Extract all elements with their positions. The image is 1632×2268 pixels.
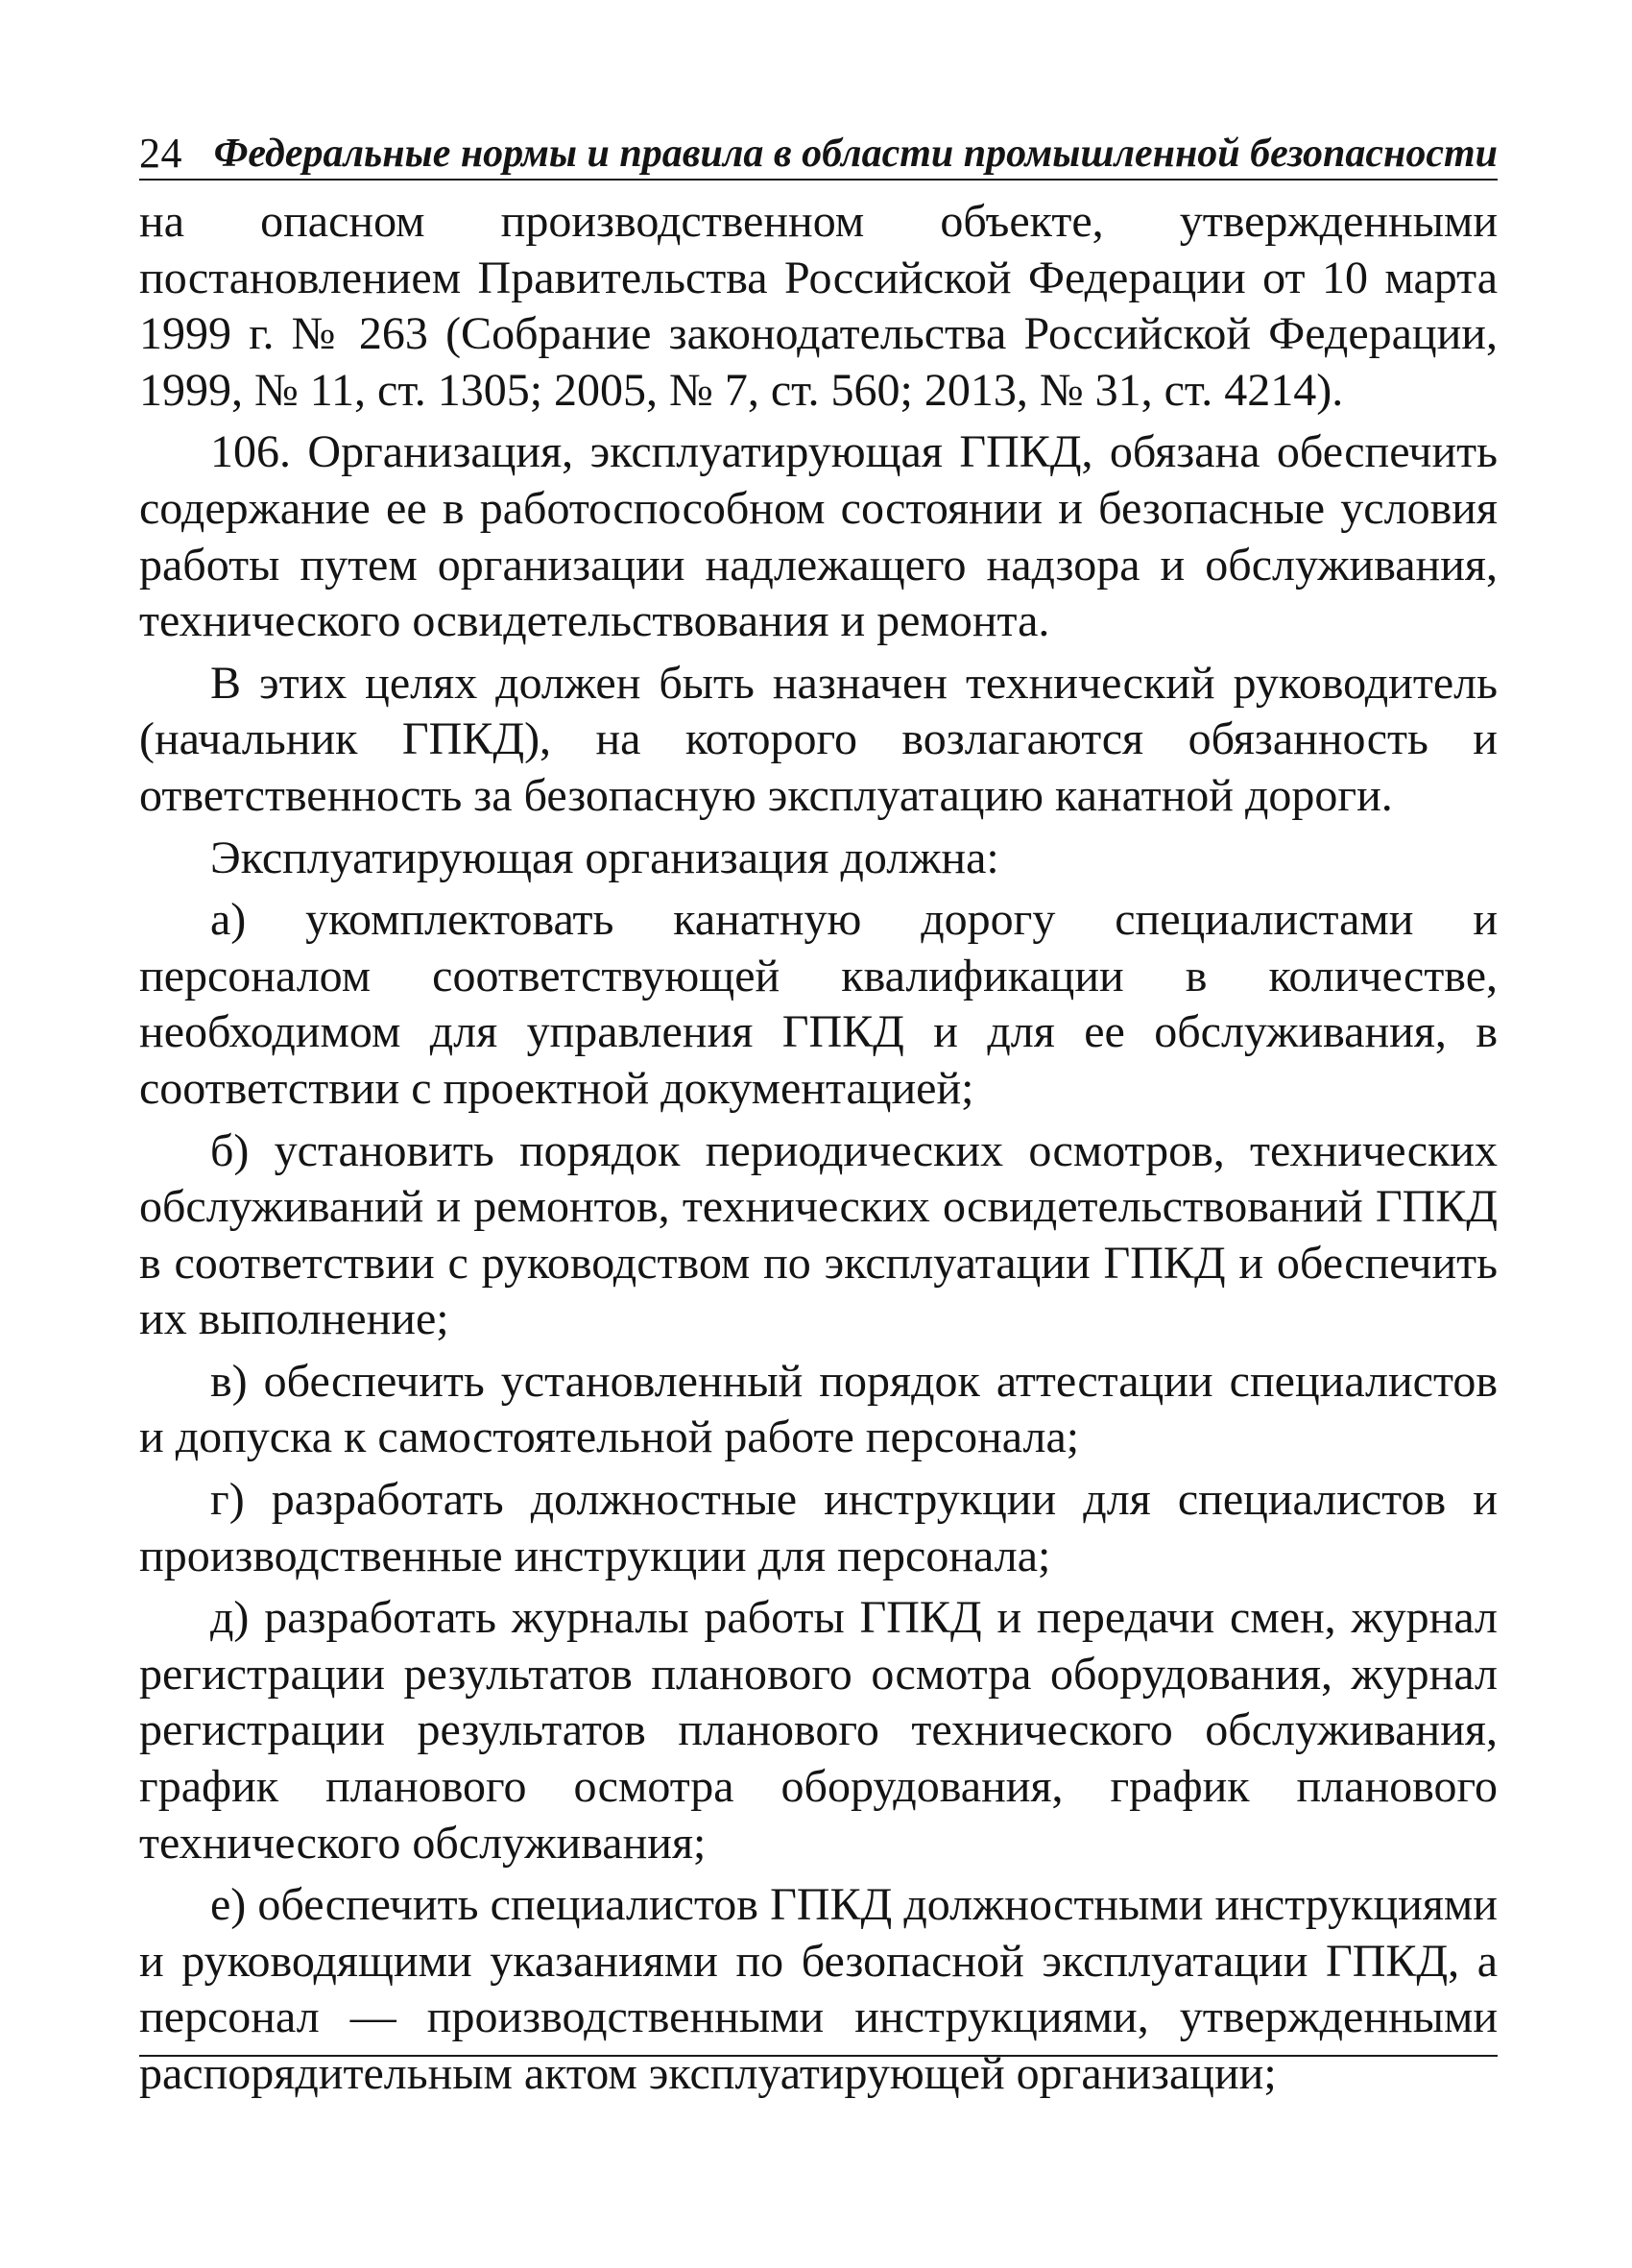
page-number: 24 [139, 130, 182, 177]
running-header-title: Федеральные нормы и правила в области промышленной безопасности [213, 132, 1498, 176]
list-item-d: д) разработать журналы работы ГПКД и передачи смен, журнал регистрации результатов планового осмотра оборудования, журнал регистрации результатов планового технического обслуживания, график планового осмотра оборудования, график планового технического обслуживания; [139, 1592, 1498, 1869]
document-body [139, 194, 1498, 2103]
list-item-e: е) обеспечить специалистов ГПКД должностными инструкциями и руководящими указаниями по безопасной эксплуатации ГПКД, а персонал — производственными инструкциями, утвержденными распорядительным актом эксплуатирующей организации; [139, 1879, 1498, 2099]
list-item-b: б) установить порядок периодических осмотров, технических обслуживаний и ремонтов, технических освидетельствований ГПКД в соответствии с руководством по эксплуатации ГПКД и обеспечить их выполнение; [139, 1124, 1498, 1345]
footer-rule [139, 2055, 1498, 2057]
list-item-v: в) обеспечить установленный порядок аттестации специалистов и допуска к самостоятельной работе персонала; [139, 1355, 1498, 1463]
document-page [139, 125, 1498, 2109]
list-item-a: а) укомплектовать канатную дорогу специалистами и персоналом соответствующей квалификации в количестве, необходимом для управления ГПКД и для ее обслуживания, в соответствии с проектной документацией; [139, 894, 1498, 1114]
paragraph-continuation: на опасном производственном объекте, утвержденными постановлением Правительства Российской Федерации от 10 марта 1999 г. № 263 (Собрание законодательства Российской Федерации, 1999, № 11, ст. 1305; 2005, № 7, ст. 560; 2013, № 31, ст. 4214). [139, 196, 1498, 416]
running-header [139, 125, 1498, 181]
list-item-g: г) разработать должностные инструкции для специалистов и производственные инструкции для персонала; [139, 1474, 1498, 1581]
paragraph-technical-manager: В этих целях должен быть назначен технический руководитель (начальник ГПКД), на которого возлагаются обязанность и ответственность за безопасную эксплуатацию канатной дороги. [139, 657, 1498, 821]
paragraph-clause-106: 106. Организация, эксплуатирующая ГПКД, обязана обеспечить содержание ее в работоспособном состоянии и безопасные условия работы путем организации надлежащего надзора и обслуживания, технического освидетельствования и ремонта. [139, 426, 1498, 647]
paragraph-operator-duties: Эксплуатирующая организация должна: [210, 832, 999, 883]
